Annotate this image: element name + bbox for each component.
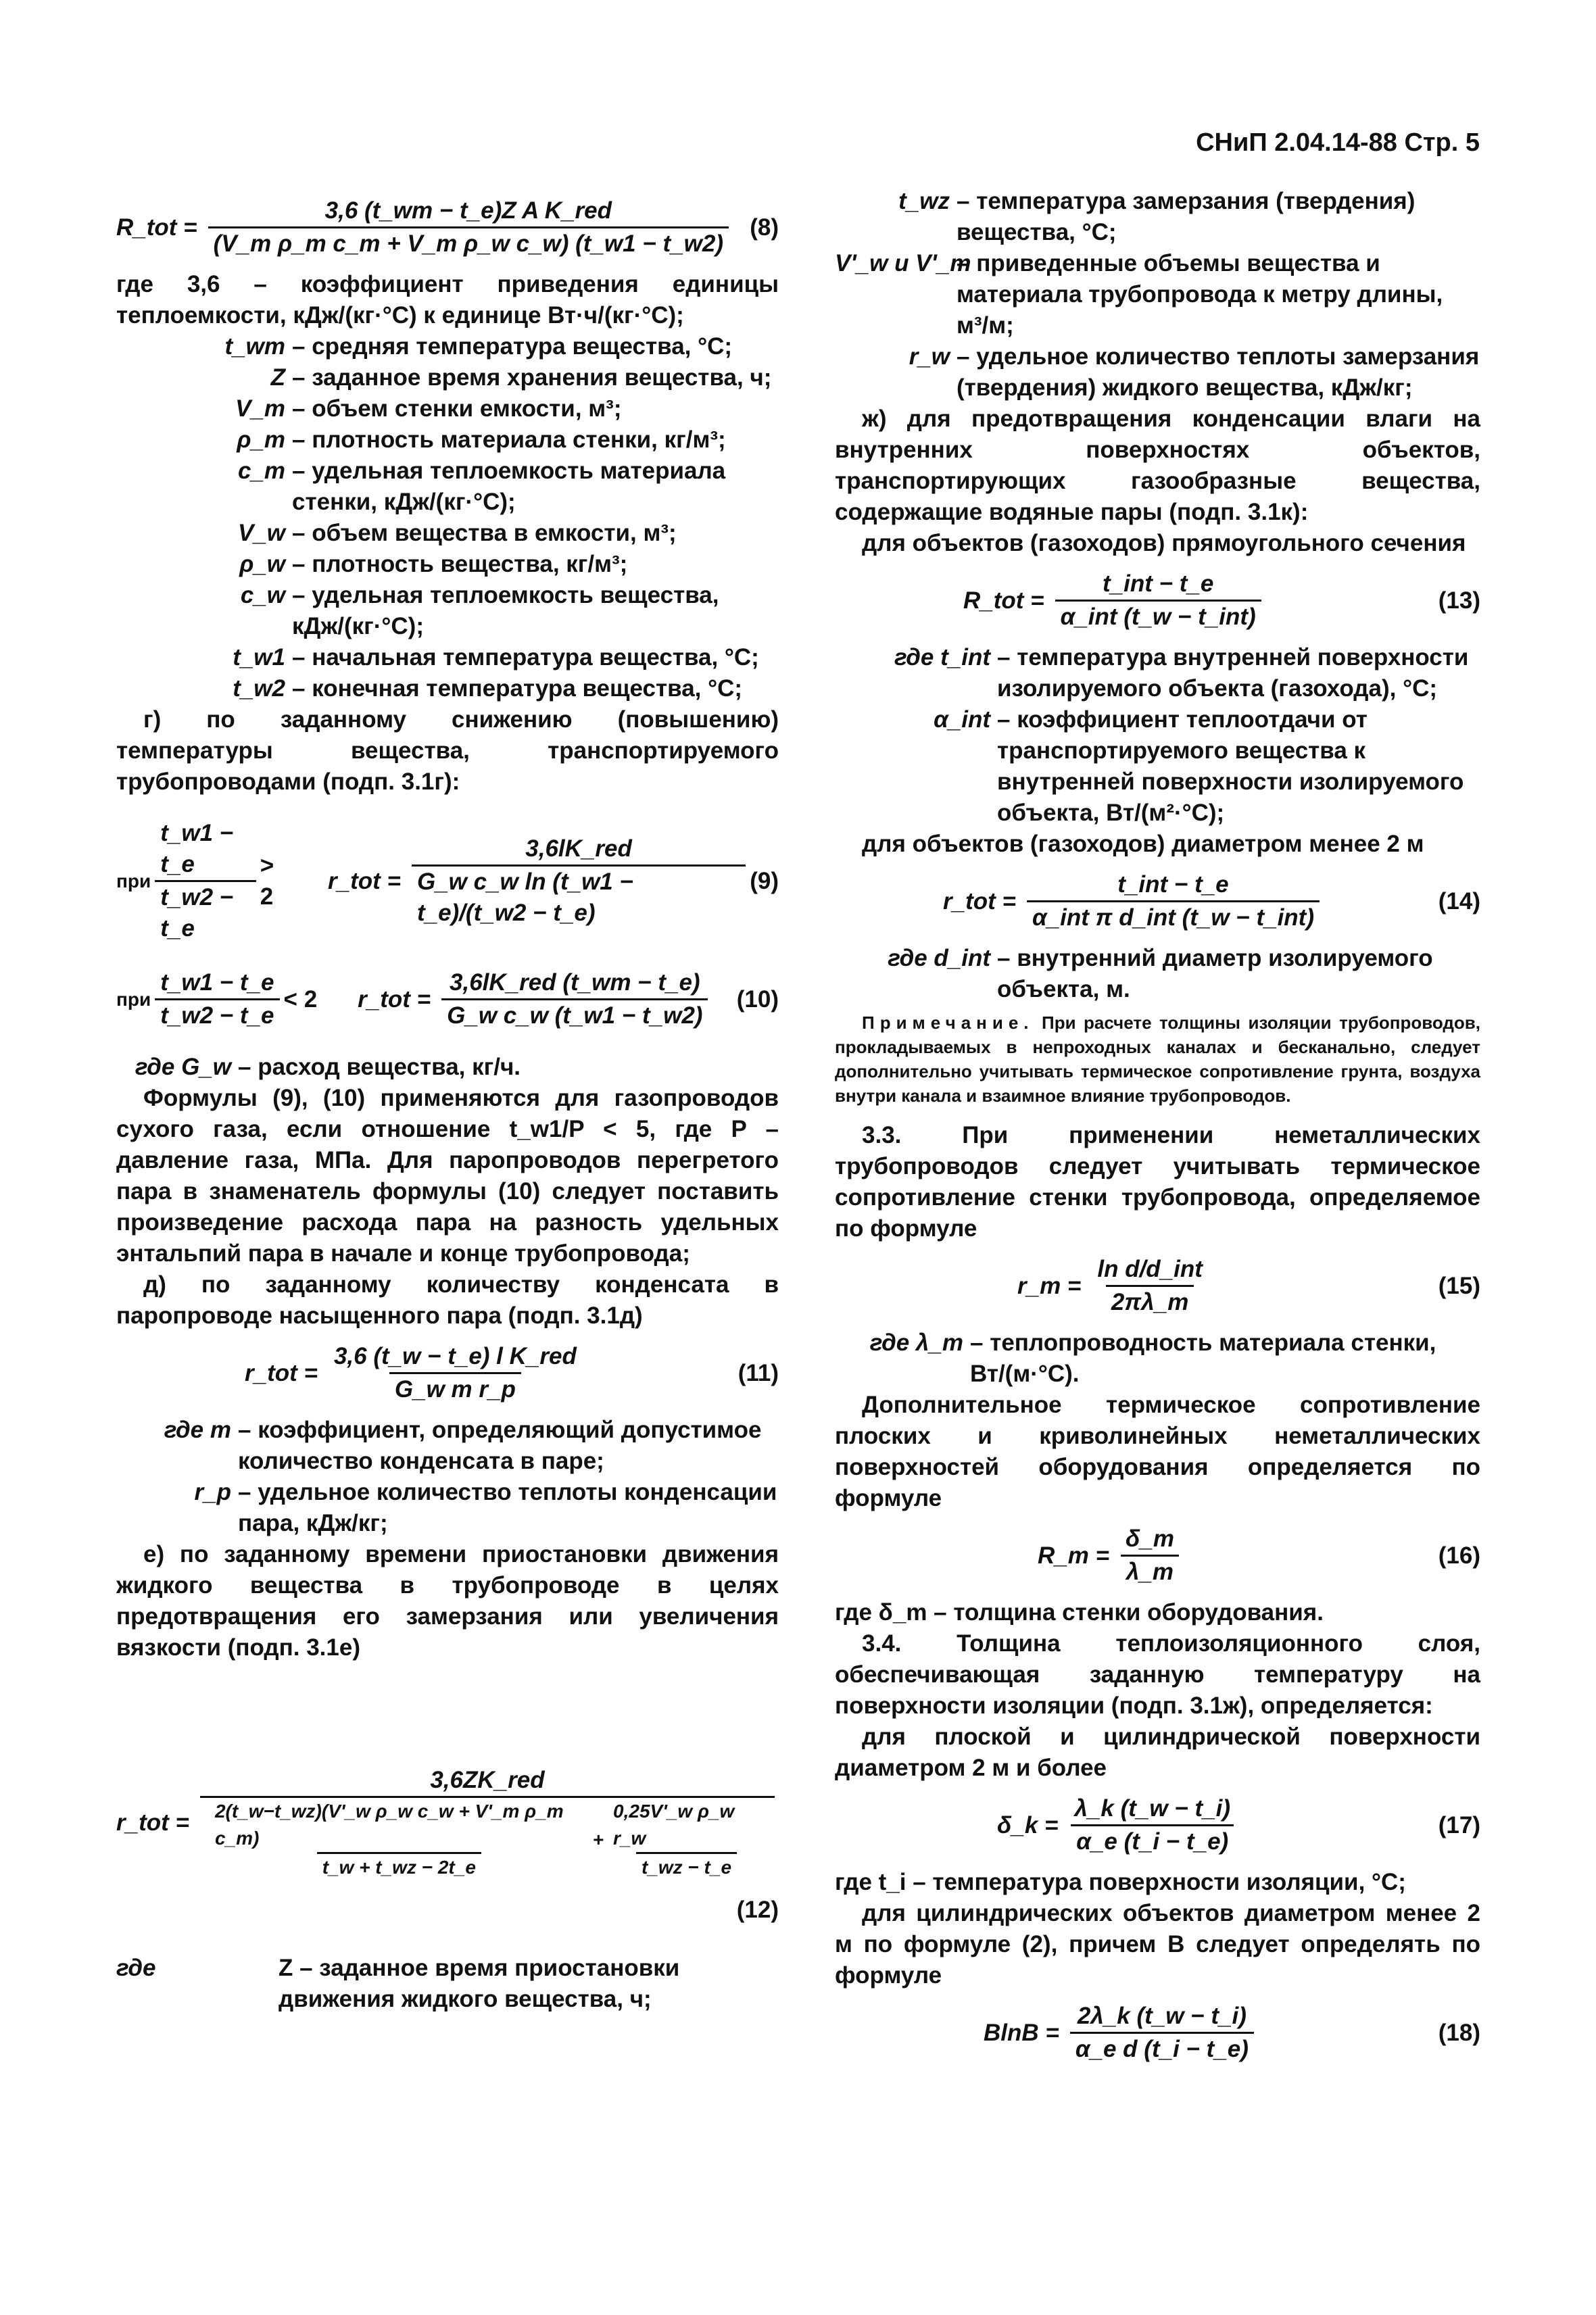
- eq16-lhs: R_m =: [1038, 1542, 1110, 1569]
- def-symbol: V_w: [237, 520, 285, 546]
- eq17-lhs: δ_k =: [997, 1811, 1059, 1838]
- eq17-numerator: λ_k (t_w − t_i): [1074, 1795, 1230, 1822]
- para-rect: для объектов (газоходов) прямоугольного сечения: [862, 530, 1466, 556]
- para-additional: Дополнительное термическое сопротивление плоских и криволинейных неметаллических поверхностей оборудования определяется по формуле: [835, 1392, 1480, 1511]
- eq9-cond-numerator: t_w1 − t_e: [160, 820, 234, 877]
- def-item: [835, 341, 1480, 404]
- eq9-denominator: G_w c_w ln (t_w1 − t_e)/(t_w2 − t_e): [412, 864, 746, 929]
- eq15-denominator: 2πλ_m: [1106, 1285, 1194, 1318]
- eq9-number: (9): [750, 867, 779, 894]
- eq12-number-row: [116, 1895, 779, 1926]
- def-text: – начальная температура вещества, °С;: [292, 644, 759, 671]
- eq12-den-b-denominator: t_wz − t_e: [636, 1852, 737, 1881]
- def-symbol: t_w2: [233, 675, 285, 702]
- eq9-lhs: r_tot =: [328, 867, 401, 894]
- eq11-denominator: G_w m r_p: [389, 1372, 521, 1405]
- eq11-number: (11): [737, 1359, 779, 1386]
- def-symbol: r_p: [194, 1479, 231, 1505]
- eq11-numerator: 3,6 (t_w − t_e) l K_red: [333, 1343, 577, 1369]
- def-text: – плотность вещества, кг/м³;: [292, 551, 628, 577]
- eq13-numerator: t_int − t_e: [1102, 570, 1214, 597]
- eq18-denominator: α_e d (t_i − t_e): [1070, 2032, 1254, 2065]
- eq8-denominator: (V_m ρ_m c_m + V_m ρ_w c_w) (t_w1 − t_w2): [208, 226, 729, 260]
- para-formulas: Формулы (9), (10) применяются для газопроводов сухого газа, если отношение t_w1/P < 5, где P – давление газа, МПа. Для паропроводов перегретого пара в знаменатель формулы (10) следует поставить произведение расхода пара на разность удельных энтальпий пара в начале и конце трубопровода;: [116, 1085, 779, 1267]
- eq9-fraction: [412, 833, 746, 929]
- eq10-cond-numerator: t_w1 − t_e: [160, 969, 274, 996]
- eq10-numerator: 3,6lK_red (t_wm − t_e): [450, 969, 700, 996]
- para-3-4: 3.4. Толщина теплоизоляционного слоя, обеспечивающая заданную температуру на поверхности изоляции (подп. 3.1ж), определяется:: [835, 1630, 1480, 1719]
- def-symbol: где d_int: [888, 945, 990, 971]
- eq12-numerator: 3,6ZK_red: [430, 1767, 545, 1793]
- eq10-cond-operator: < 2: [283, 985, 318, 1013]
- def-symbol: t_w1: [233, 644, 285, 671]
- def-15: [835, 1327, 1480, 1390]
- right-column: [835, 186, 1480, 2074]
- para-cyl: для цилиндрических объектов диаметром менее 2 м по формуле (2), причем B следует определять по формуле: [835, 1900, 1480, 1989]
- def-text: – заданное время хранения вещества, ч;: [292, 364, 772, 391]
- where8-lead: где 3,6 – коэффициент приведения единицы теплоемкости, кДж/(кг·°С) к единице Вт·ч/(кг·°С);: [116, 271, 779, 328]
- def-text: – теплопроводность материала стенки, Вт/(м·°С).: [970, 1330, 1436, 1387]
- def-text: – объем вещества в емкости, м³;: [292, 520, 677, 546]
- def-text: – конечная температура вещества, °С;: [292, 675, 743, 702]
- eq14-lhs: r_tot =: [943, 887, 1016, 915]
- def-symbol: t_wz: [898, 188, 950, 214]
- def-item: [835, 642, 1480, 704]
- eq10-condition-fraction: [155, 967, 279, 1031]
- def-symbol: c_w: [240, 582, 285, 608]
- eq14-numerator: t_int − t_e: [1117, 871, 1229, 898]
- eq8-lhs: R_tot =: [116, 214, 197, 241]
- para-zh: ж) для предотвращения конденсации влаги на внутренних поверхностях объектов, транспортирующих газообразные вещества, содержащие водяные пары (подп. 3.1к):: [835, 406, 1480, 525]
- eq9-condition-pri: при: [116, 870, 151, 892]
- eq8-fraction: [208, 195, 729, 260]
- eq12-den-part-a: [210, 1798, 589, 1881]
- def-item: [835, 186, 1480, 248]
- page-header: СНиП 2.04.14-88 Стр. 5: [1196, 128, 1480, 157]
- eq9-cond-operator: > 2: [260, 852, 274, 910]
- def-item: [116, 362, 779, 393]
- eq18-numerator: 2λ_k (t_w − t_i): [1077, 2003, 1247, 2029]
- def-symbol: ρ_m: [237, 427, 285, 453]
- equation-17: [835, 1793, 1480, 1857]
- eq16-fraction: [1120, 1524, 1180, 1588]
- def-symbol: Z: [270, 364, 285, 391]
- eq12-fraction: [200, 1765, 775, 1881]
- def-14: [835, 943, 1480, 1005]
- def-text: – внутренний диаметр изолируемого объекта, м.: [997, 945, 1433, 1002]
- def-symbol: где t_int: [894, 644, 990, 671]
- eq17-denominator: α_e (t_i − t_e): [1071, 1824, 1234, 1857]
- eq18-lhs: BlnB =: [984, 2019, 1059, 2046]
- equation-18: [835, 2001, 1480, 2065]
- def-item: [116, 673, 779, 704]
- eq10-number: (10): [736, 985, 779, 1013]
- def-text: Z – заданное время приостановки движения жидкого вещества, ч;: [279, 1955, 680, 2012]
- def-symbol: ρ_w: [239, 551, 285, 577]
- def-gw: [116, 1052, 779, 1083]
- eq15-lhs: r_m =: [1017, 1272, 1082, 1299]
- eq12-den-plus: +: [592, 1828, 604, 1850]
- eq16-numerator: δ_m: [1126, 1526, 1174, 1552]
- eq12-number: (12): [736, 1897, 779, 1923]
- def-symbol: V'_w и V'_m: [835, 250, 971, 276]
- eq14-fraction: [1027, 869, 1320, 933]
- def-text: – расход вещества, кг/ч.: [238, 1054, 521, 1080]
- eq8-number: (8): [750, 214, 779, 241]
- def-item: [116, 393, 779, 424]
- defs8-list: [116, 331, 779, 704]
- def-item: [116, 642, 779, 673]
- eq9-cond-denominator: t_w2 − t_e: [155, 880, 256, 944]
- equation-11: [116, 1341, 779, 1405]
- def-item: [116, 1415, 779, 1477]
- eq15-numerator: ln d/d_int: [1097, 1256, 1203, 1282]
- eq10-lhs: r_tot =: [358, 985, 431, 1013]
- para-g: г) по заданному снижению (повышению) температуры вещества, транспортируемого трубопроводами (подп. 3.1г):: [116, 706, 779, 795]
- note-text: При расчете толщины изоляции трубопроводов, прокладываемых в непроходных каналах и бесканально, следует дополнительно учитывать термическое сопротивление грунта, воздуха внутри канала и взаимное влияние трубопроводов.: [835, 1013, 1481, 1106]
- eq13-number: (13): [1438, 587, 1480, 614]
- eq18-fraction: [1070, 2001, 1254, 2065]
- def-text: – коэффициент теплоотдачи от транспортируемого вещества к внутренней поверхности изолируемого объекта, Вт/(м²·°С);: [997, 706, 1464, 826]
- para-3-3: 3.3. При применении неметаллических трубопроводов следует учитывать термическое сопротивление стенки трубопровода, определяемое по формуле: [835, 1122, 1480, 1242]
- eq9-condition-fraction: [155, 818, 256, 944]
- def-17: где t_i – температура поверхности изоляции, °С;: [835, 1869, 1406, 1895]
- def-symbol: t_wm: [224, 333, 285, 360]
- def-symbol: α_int: [934, 706, 990, 733]
- def-item: [116, 549, 779, 580]
- def-text: – средняя температура вещества, °С;: [292, 333, 733, 360]
- def-symbol: c_m: [237, 458, 285, 484]
- def-item: [116, 424, 779, 456]
- eq10-denominator: G_w c_w (t_w1 − t_w2): [441, 998, 708, 1031]
- def-16: где δ_m – толщина стенки оборудования.: [835, 1599, 1324, 1626]
- eq12-denominator: [200, 1796, 775, 1881]
- eq10-cond-denominator: t_w2 − t_e: [155, 998, 279, 1031]
- def-symbol: где G_w: [135, 1054, 231, 1080]
- para-d: д) по заданному количеству конденсата в паропроводе насыщенного пара (подп. 3.1д): [116, 1271, 779, 1329]
- eq13-denominator: α_int (t_w − t_int): [1055, 600, 1261, 633]
- eq15-fraction: [1092, 1254, 1208, 1318]
- def-text: – удельная теплоемкость материала стенки, кДж/(кг·°С);: [292, 458, 726, 515]
- eq15-number: (15): [1438, 1272, 1480, 1299]
- def-text: – температура замерзания (твердения) вещества, °С;: [957, 188, 1416, 245]
- def-text: – плотность материала стенки, кг/м³;: [292, 427, 726, 453]
- eq17-fraction: [1069, 1793, 1236, 1857]
- left-column: [116, 186, 779, 2015]
- def-symbol: где: [116, 1955, 156, 1981]
- def-item: [835, 248, 1480, 341]
- eq10-fraction: [441, 967, 708, 1031]
- eq12-den-a-numerator: 2(t_w−t_wz)(V'_w ρ_w c_w + V'_m ρ_m c_m): [214, 1801, 564, 1849]
- eq12-den-part-b: [608, 1798, 765, 1881]
- def-item: [116, 580, 779, 642]
- def-item: [835, 704, 1480, 829]
- def-item: [116, 456, 779, 518]
- equation-12: [116, 1765, 779, 1881]
- eq14-denominator: α_int π d_int (t_w − t_int): [1027, 900, 1320, 933]
- note: [835, 1010, 1480, 1108]
- eq13-fraction: [1055, 568, 1261, 633]
- def-text: – температура внутренней поверхности изолируемого объекта (газохода), °С;: [997, 644, 1469, 702]
- eq16-denominator: λ_m: [1121, 1555, 1179, 1588]
- eq13-lhs: R_tot =: [963, 587, 1044, 614]
- def-text: – коэффициент, определяющий допустимое количество конденсата в паре;: [238, 1417, 762, 1474]
- para-flat: для плоской и цилиндрической поверхности диаметром 2 м и более: [835, 1724, 1480, 1781]
- def-symbol: V_m: [235, 395, 285, 422]
- eq8-numerator: 3,6 (t_wm − t_e)Z A K_red: [324, 197, 612, 224]
- def-item: [116, 518, 779, 549]
- def-text: – объем стенки емкости, м³;: [292, 395, 622, 422]
- eq17-number: (17): [1438, 1811, 1480, 1838]
- equation-16: [835, 1524, 1480, 1588]
- def-item: [116, 1477, 779, 1539]
- equation-9: [116, 818, 779, 944]
- eq12-den-b-numerator: 0,25V'_w ρ_w r_w: [613, 1801, 735, 1849]
- eq18-number: (18): [1438, 2019, 1480, 2046]
- def-item: [116, 331, 779, 362]
- equation-10: [116, 967, 779, 1031]
- eq14-number: (14): [1438, 887, 1480, 915]
- para-diam: для объектов (газоходов) диаметром менее 2 м: [862, 831, 1424, 857]
- def-symbol: r_w: [909, 343, 950, 370]
- eq11-fraction: [329, 1341, 582, 1405]
- def-text: – удельная теплоемкость вещества, кДж/(кг·°С);: [292, 582, 719, 639]
- equation-13: [835, 568, 1480, 633]
- para-e: е) по заданному времени приостановки движения жидкого вещества в трубопроводе в целях предотвращения его замерзания или увеличения вязкости (подп. 3.1е): [116, 1541, 779, 1661]
- eq12-lhs: r_tot =: [116, 1809, 189, 1836]
- def-text: – удельное количество теплоты конденсации пара, кДж/кг;: [238, 1479, 777, 1536]
- equation-8: [116, 195, 779, 260]
- equation-15: [835, 1254, 1480, 1318]
- note-label: Примечание.: [862, 1013, 1034, 1033]
- equation-14: [835, 869, 1480, 933]
- def-text: – удельное количество теплоты замерзания (твердения) жидкого вещества, кДж/кг;: [957, 343, 1480, 401]
- eq16-number: (16): [1438, 1542, 1480, 1569]
- eq9-numerator: 3,6lK_red: [525, 835, 632, 862]
- def-text: – приведенные объемы вещества и материала трубопровода к метру длины, м³/м;: [957, 250, 1443, 339]
- eq12-den-a-denominator: t_w + t_wz − 2t_e: [317, 1852, 481, 1881]
- def-12: [116, 1953, 779, 2015]
- eq11-lhs: r_tot =: [245, 1359, 318, 1386]
- def-symbol: где λ_m: [869, 1330, 963, 1356]
- eq10-condition-pri: при: [116, 988, 151, 1010]
- def-symbol: где m: [164, 1417, 231, 1443]
